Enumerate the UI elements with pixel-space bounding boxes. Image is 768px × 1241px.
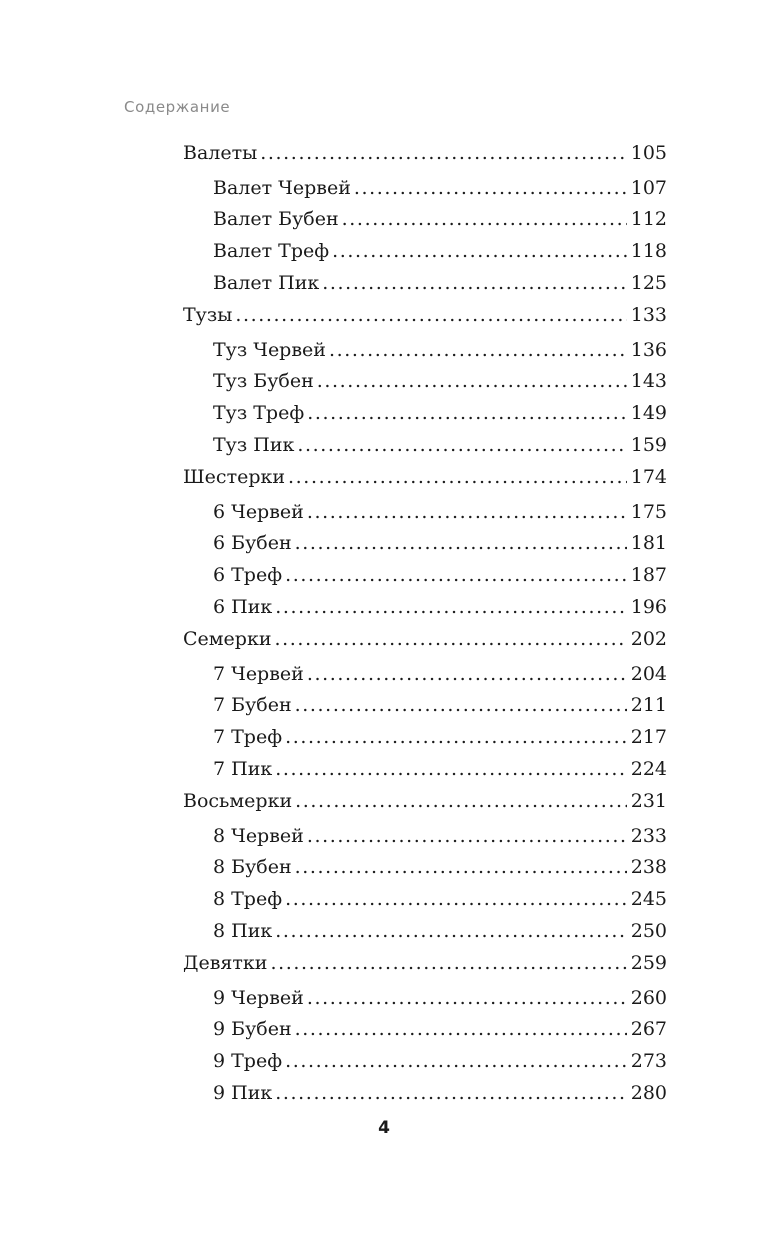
toc-entry-title: 9 Пик <box>213 1082 273 1104</box>
toc-entry[interactable] <box>183 883 667 915</box>
toc-entry-title: 8 Червей <box>213 825 304 847</box>
toc-entry[interactable] <box>183 721 667 753</box>
toc-chapter-nines[interactable] <box>183 947 667 979</box>
dot-leader <box>285 721 627 753</box>
toc-entry[interactable] <box>183 1045 667 1077</box>
toc-page-number: 175 <box>630 501 667 523</box>
dot-leader <box>295 689 627 721</box>
toc-page-number: 196 <box>630 596 667 618</box>
toc-entry-title: Валет Пик <box>213 272 320 294</box>
toc-entry-title: 8 Пик <box>213 920 273 942</box>
toc-entry-title: 9 Бубен <box>213 1018 292 1040</box>
toc-page-number: 204 <box>630 663 667 685</box>
toc-page-number: 125 <box>630 272 667 294</box>
table-of-contents <box>183 137 667 1109</box>
toc-chapter-title: Девятки <box>183 952 268 974</box>
toc-page-number: 143 <box>630 370 667 392</box>
toc-entry[interactable] <box>183 365 667 397</box>
dot-leader <box>332 235 627 267</box>
toc-entry[interactable] <box>183 655 667 689</box>
toc-page-number: 118 <box>630 240 667 262</box>
dot-leader <box>295 851 627 883</box>
dot-leader <box>295 1013 627 1045</box>
toc-page-number: 187 <box>630 564 667 586</box>
toc-entry[interactable] <box>183 979 667 1013</box>
page-number: 4 <box>378 1118 390 1138</box>
toc-page-number: 260 <box>630 987 667 1009</box>
dot-leader <box>275 753 626 785</box>
dot-leader <box>285 1045 627 1077</box>
dot-leader <box>275 915 626 947</box>
dot-leader <box>307 397 627 429</box>
toc-page-number: 112 <box>630 208 667 230</box>
dot-leader <box>295 785 627 817</box>
dot-leader <box>285 883 627 915</box>
toc-entry[interactable] <box>183 851 667 883</box>
toc-entry[interactable] <box>183 527 667 559</box>
dot-leader <box>342 203 627 235</box>
toc-page-number: 181 <box>630 532 667 554</box>
toc-page-number: 174 <box>630 466 667 488</box>
toc-page-number: 159 <box>630 434 667 456</box>
toc-page-number: 149 <box>630 402 667 424</box>
toc-entry-title: 7 Червей <box>213 663 304 685</box>
toc-entry[interactable] <box>183 429 667 461</box>
toc-entry-title: 6 Треф <box>213 564 283 586</box>
toc-entry-title: Валет Треф <box>213 240 330 262</box>
dot-leader <box>329 331 627 369</box>
toc-entry[interactable] <box>183 753 667 785</box>
dot-leader <box>275 623 627 655</box>
toc-chapter-jacks[interactable] <box>183 137 667 169</box>
dot-leader <box>275 1077 626 1109</box>
toc-entry[interactable] <box>183 1013 667 1045</box>
toc-entry[interactable] <box>183 1077 667 1109</box>
dot-leader <box>322 267 626 299</box>
toc-entry-title: 9 Треф <box>213 1050 283 1072</box>
toc-entry-title: Туз Пик <box>213 434 295 456</box>
toc-entry-title: 7 Бубен <box>213 694 292 716</box>
toc-page-number: 250 <box>630 920 667 942</box>
toc-entry[interactable] <box>183 397 667 429</box>
toc-entry-title: Валет Бубен <box>213 208 339 230</box>
toc-chapter-sevens[interactable] <box>183 623 667 655</box>
toc-entry-title: Туз Треф <box>213 402 305 424</box>
dot-leader <box>275 591 626 623</box>
toc-entry[interactable] <box>183 915 667 947</box>
toc-entry[interactable] <box>183 235 667 267</box>
toc-entry-title: 8 Бубен <box>213 856 292 878</box>
toc-chapter-sixes[interactable] <box>183 461 667 493</box>
toc-entry-title: Туз Червей <box>213 339 326 361</box>
toc-entry[interactable] <box>183 331 667 365</box>
toc-page-number: 259 <box>630 952 667 974</box>
toc-entry[interactable] <box>183 169 667 203</box>
toc-entry[interactable] <box>183 267 667 299</box>
toc-page-number: 273 <box>630 1050 667 1072</box>
toc-entry-title: Валет Червей <box>213 177 351 199</box>
toc-entry[interactable] <box>183 493 667 527</box>
toc-page-number: 105 <box>630 142 667 164</box>
dot-leader <box>307 493 627 531</box>
toc-entry-title: 9 Червей <box>213 987 304 1009</box>
toc-page-number: 136 <box>630 339 667 361</box>
toc-entry-title: Туз Бубен <box>213 370 314 392</box>
toc-chapter-title: Тузы <box>183 304 233 326</box>
toc-entry[interactable] <box>183 817 667 851</box>
dot-leader <box>317 365 627 397</box>
toc-page-number: 133 <box>630 304 667 326</box>
toc-page-number: 211 <box>630 694 667 716</box>
toc-page-number: 233 <box>630 825 667 847</box>
toc-page-number: 107 <box>630 177 667 199</box>
dot-leader <box>307 655 627 693</box>
dot-leader <box>260 137 626 169</box>
dot-leader <box>288 461 627 493</box>
dot-leader <box>285 559 627 591</box>
toc-entry-title: 8 Треф <box>213 888 283 910</box>
toc-entry[interactable] <box>183 689 667 721</box>
running-head: Содержание <box>124 98 231 116</box>
toc-chapter-aces[interactable] <box>183 299 667 331</box>
toc-chapter-title: Семерки <box>183 628 272 650</box>
dot-leader <box>297 429 626 461</box>
toc-page-number: 245 <box>630 888 667 910</box>
toc-chapter-title: Валеты <box>183 142 258 164</box>
toc-chapter-title: Восьмерки <box>183 790 293 812</box>
toc-entry-title: 6 Червей <box>213 501 304 523</box>
toc-chapter-eights[interactable] <box>183 785 667 817</box>
toc-entry-title: 6 Пик <box>213 596 273 618</box>
dot-leader <box>295 527 627 559</box>
toc-entry-title: 7 Треф <box>213 726 283 748</box>
toc-page-number: 280 <box>630 1082 667 1104</box>
toc-page-number: 238 <box>630 856 667 878</box>
dot-leader <box>270 947 626 979</box>
toc-chapter-title: Шестерки <box>183 466 286 488</box>
toc-entry[interactable] <box>183 203 667 235</box>
dot-leader <box>307 979 627 1017</box>
toc-entry[interactable] <box>183 559 667 591</box>
toc-page-number: 267 <box>630 1018 667 1040</box>
dot-leader <box>307 817 627 855</box>
toc-entry-title: 7 Пик <box>213 758 273 780</box>
toc-page-number: 202 <box>630 628 667 650</box>
toc-page-number: 224 <box>630 758 667 780</box>
toc-entry-title: 6 Бубен <box>213 532 292 554</box>
toc-page-number: 217 <box>630 726 667 748</box>
toc-page-number: 231 <box>630 790 667 812</box>
dot-leader <box>354 169 627 207</box>
dot-leader <box>235 299 626 331</box>
toc-entry[interactable] <box>183 591 667 623</box>
